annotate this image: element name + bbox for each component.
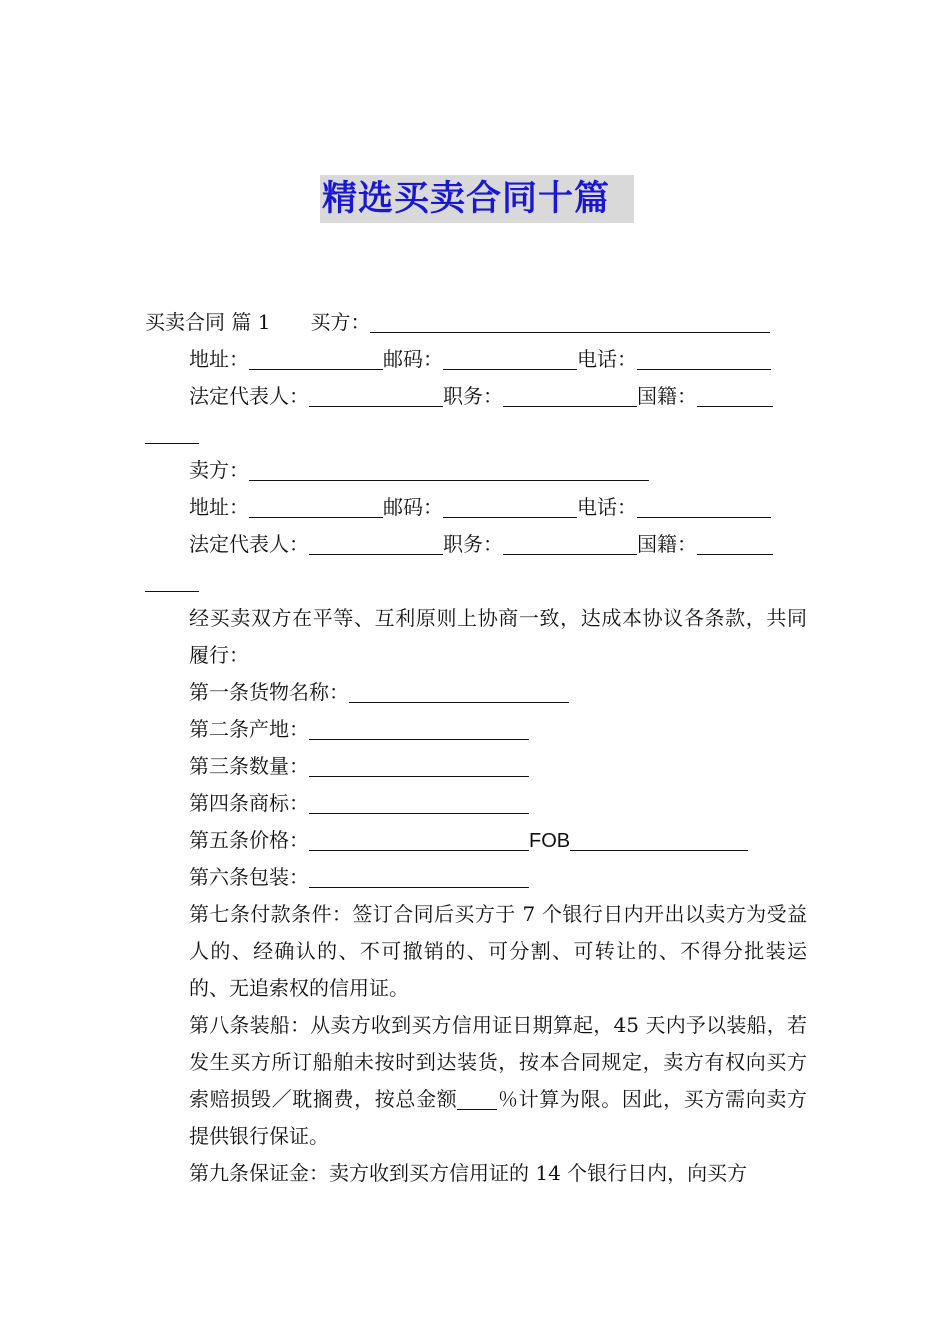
seller-line xyxy=(145,452,807,489)
buyer-zip-blank xyxy=(443,347,577,370)
quantity-blank xyxy=(309,754,529,777)
seller-address-blank xyxy=(249,495,383,518)
buyer-nationality-blank xyxy=(697,384,773,407)
seller-address-label: 地址： xyxy=(189,495,249,519)
seller-address-line xyxy=(145,489,807,526)
article-6 xyxy=(145,859,807,896)
seller-phone-label: 电话： xyxy=(577,495,637,519)
seller-rep-blank xyxy=(309,532,443,555)
buyer-rep-line-cont xyxy=(145,415,807,452)
buyer-address-blank xyxy=(249,347,383,370)
buyer-nationality-blank-cont xyxy=(145,421,199,444)
buyer-rep-line xyxy=(145,378,807,415)
intro-paragraph: 经买卖双方在平等、互利原则上协商一致，达成本协议各条款，共同履行： xyxy=(189,606,807,667)
buyer-phone-blank xyxy=(637,347,771,370)
buyer-rep-label: 法定代表人： xyxy=(189,384,309,408)
seller-rep-line xyxy=(145,526,807,563)
document-title: 精选买卖合同十篇 xyxy=(320,175,634,223)
buyer-label: 买方： xyxy=(310,310,371,334)
buyer-zip-label: 邮码： xyxy=(383,347,443,371)
seller-position-label: 职务： xyxy=(443,532,503,556)
contract-heading: 买卖合同 篇 1 xyxy=(145,310,271,334)
article-2-label: 第二条产地： xyxy=(189,717,309,741)
buyer-position-label: 职务： xyxy=(443,384,503,408)
buyer-rep-blank xyxy=(309,384,443,407)
trademark-blank xyxy=(309,791,529,814)
article-2 xyxy=(145,711,807,748)
goods-name-blank xyxy=(349,680,569,703)
article-8 xyxy=(145,1007,807,1155)
buyer-phone-label: 电话： xyxy=(577,347,637,371)
fob-blank xyxy=(570,828,748,851)
article-3-label: 第三条数量： xyxy=(189,754,309,778)
seller-label: 卖方： xyxy=(189,458,249,482)
article-9: 第九条保证金：卖方收到买方信用证的 14 个银行日内，向买方 xyxy=(189,1161,748,1185)
buyer-address-label: 地址： xyxy=(189,347,249,371)
seller-phone-blank xyxy=(637,495,771,518)
buyer-nationality-label: 国籍： xyxy=(637,384,697,408)
origin-blank xyxy=(309,717,529,740)
article-3 xyxy=(145,748,807,785)
percentage-blank xyxy=(457,1087,497,1110)
article-8-text-2: ％计算为限。因此，买方需向卖方提供银行保证。 xyxy=(189,1087,808,1148)
seller-nationality-blank-cont xyxy=(145,569,199,592)
article-1 xyxy=(145,674,807,711)
article-4 xyxy=(145,785,807,822)
article-8-text-1: 第八条装船：从卖方收到买方信用证日期算起，45 天内予以装船，若发生买方所订船舶未按时到达装货，按本合同规定，卖方有权向买方索赔损毁／耽搁费，按总金额 xyxy=(189,1013,807,1111)
buyer-address-line xyxy=(145,341,807,378)
article-4-label: 第四条商标： xyxy=(189,791,309,815)
article-1-label: 第一条货物名称： xyxy=(189,680,349,704)
buyer-position-blank xyxy=(503,384,637,407)
packing-blank xyxy=(309,865,529,888)
seller-rep-label: 法定代表人： xyxy=(189,532,309,556)
buyer-blank xyxy=(370,310,770,333)
seller-zip-label: 邮码： xyxy=(383,495,443,519)
price-blank xyxy=(309,828,529,851)
seller-blank xyxy=(249,458,649,481)
fob-label: FOB xyxy=(529,830,571,852)
seller-position-blank xyxy=(503,532,637,555)
seller-rep-line-cont xyxy=(145,563,807,600)
article-7: 第七条付款条件：签订合同后买方于 7 个银行日内开出以卖方为受益人的、经确认的、不可撤销的、可分割、可转让的、不得分批装运的、无追索权的信用证。 xyxy=(189,902,807,1000)
seller-nationality-blank xyxy=(697,532,773,555)
seller-nationality-label: 国籍： xyxy=(637,532,697,556)
seller-zip-blank xyxy=(443,495,577,518)
contract-body xyxy=(145,304,807,1192)
buyer-line xyxy=(145,304,807,341)
article-6-label: 第六条包装： xyxy=(189,865,309,889)
article-5 xyxy=(145,822,807,859)
article-5-label: 第五条价格： xyxy=(189,828,309,852)
